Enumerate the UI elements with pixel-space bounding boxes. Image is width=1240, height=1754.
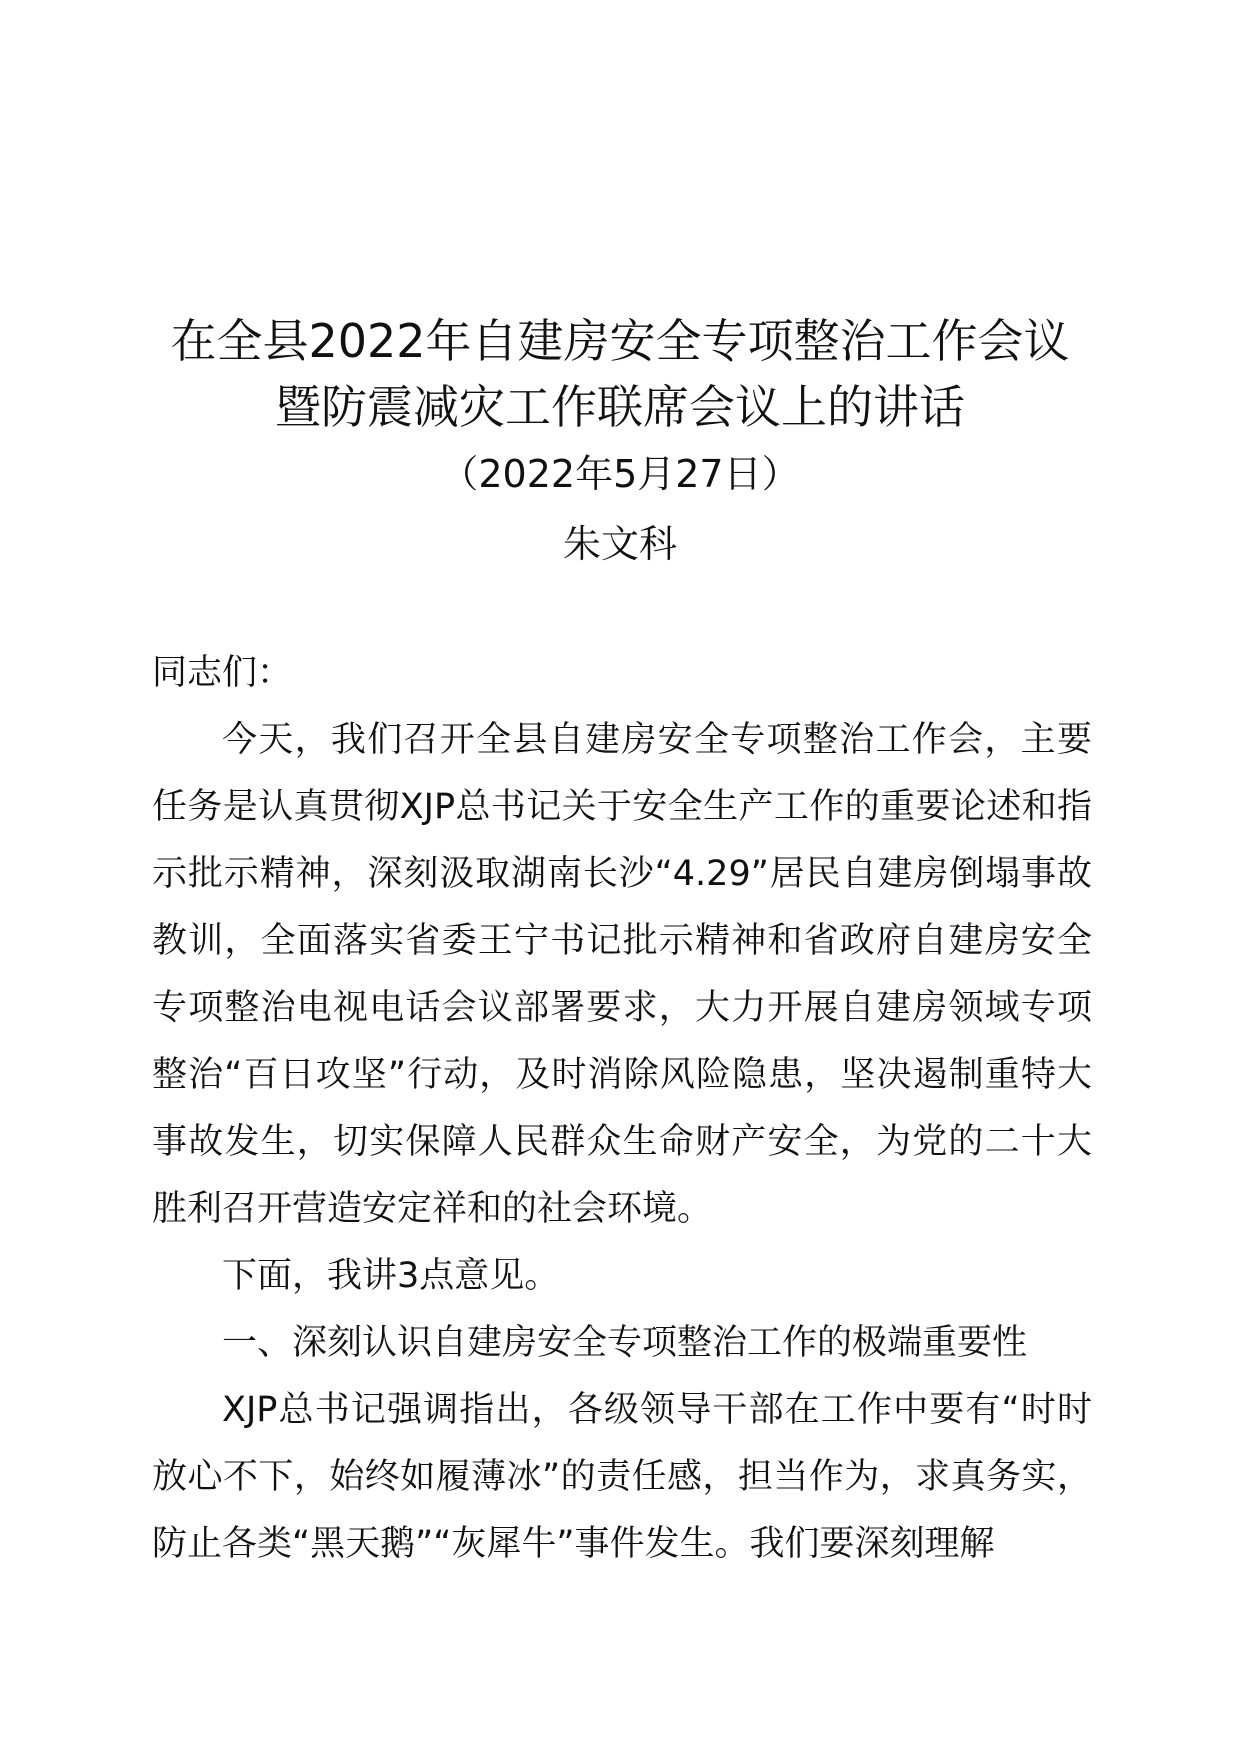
paragraph-outline: 下面，我讲3点意见。	[222, 1256, 560, 1296]
section-paragraph: XJP总书记强调指出，各级领导干部在工作中要有“时时放心不下，始终如履薄冰”的责任感，担当作为，求真务实，防止各类“黑天鹅”“灰犀牛”事件发生。我们要深刻理解	[152, 1390, 1092, 1564]
document-title-line-1: 在全县2022年自建房安全专项整治工作会议	[170, 314, 1070, 368]
speech-body	[152, 640, 1092, 1578]
paragraph-opening: 今天，我们召开全县自建房安全专项整治工作会，主要任务是认真贯彻XJP总书记关于安全生产工作的重要论述和指示批示精神，深刻汲取湖南长沙“4.29”居民自建房倒塌事故教训，全面落实省委王宁书记批示精神和省政府自建房安全专项整治电视电话会议部署要求，大力开展自建房领域专项整治“百日攻坚”行动，及时消除风险隐患，坚决遏制重特大事故发生，切实保障人民群众生命财产安全，为党的二十大胜利召开营造安定祥和的社会环境。	[152, 720, 1092, 1229]
speech-date: （2022年5月27日）	[440, 452, 800, 496]
salutation: 同志们：	[152, 653, 293, 693]
section-heading: 一、深刻认识自建房安全专项整治工作的极端重要性	[222, 1323, 1028, 1363]
title-block	[0, 308, 1240, 574]
document-title-line-2: 暨防震减灾工作联席会议上的讲话	[275, 380, 965, 434]
speaker-name: 朱文科	[562, 522, 677, 566]
